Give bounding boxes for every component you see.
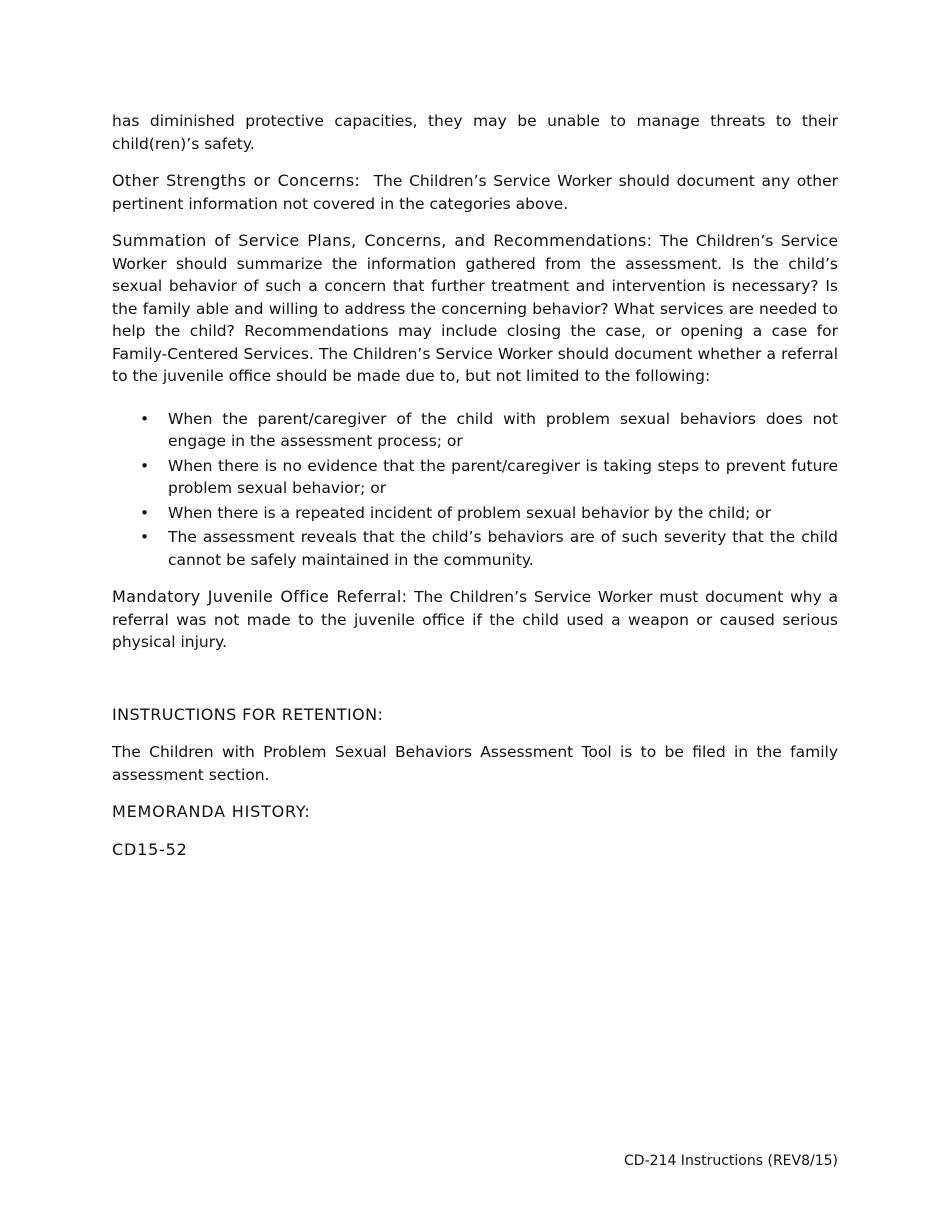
mandatory-referral-paragraph: [112, 586, 838, 654]
list-item-text: The assessment reveals that the child’s behaviors are of such severity that the child cannot be safely maintained in the community.: [168, 528, 838, 569]
list-item: [112, 455, 838, 500]
retention-text: The Children with Problem Sexual Behaviors Assessment Tool is to be filed in the family assessment section.: [112, 743, 838, 784]
bullet-icon: •: [140, 456, 150, 475]
list-item: [112, 408, 838, 453]
mandatory-referral-heading: Mandatory Juvenile Office Referral:: [112, 587, 408, 606]
page-footer: CD-214 Instructions (REV8/15): [624, 1153, 838, 1169]
bullet-icon: •: [140, 528, 150, 546]
summation-heading: Summation of Service Plans, Concerns, and Recommendations:: [112, 231, 653, 250]
list-item-text: When the parent/caregiver of the child with problem sexual behaviors does not engage in the assessment process; or: [168, 409, 838, 450]
bullet-icon: •: [140, 503, 150, 522]
retention-heading: INSTRUCTIONS FOR RETENTION:: [112, 704, 384, 724]
referral-criteria-list: [112, 408, 838, 572]
list-item: [112, 502, 838, 525]
list-item-text: When there is no evidence that the parent/caregiver is taking steps to prevent future problem sexual behavior; or: [168, 456, 838, 497]
memoranda-heading: MEMORANDA HISTORY:: [112, 802, 311, 821]
memoranda-item: CD15-52: [112, 839, 188, 859]
bullet-icon: •: [140, 409, 150, 428]
intro-paragraph: has diminished protective capacities, they may be unable to manage threats to their child(ren)’s safety.: [112, 112, 838, 153]
list-item: [112, 526, 838, 571]
summation-paragraph: [112, 230, 838, 388]
summation-text: The Children’s Service Worker should summarize the information gathered from the assessment. Is the child’s sexual behavior of such a concern that further treatment and intervention is necessary? Is the family able and willing to address the concerning behavior? What services are needed to help the child? Recommendations may include closing the case, or opening a case for Family-Centered Services. The Children’s Service Worker should document whether a referral to the juvenile office should be made due to, but not limited to the following:: [112, 232, 838, 385]
other-strengths-paragraph: [112, 170, 838, 215]
document-body: [112, 110, 838, 861]
list-item-text: When there is a repeated incident of problem sexual behavior by the child; or: [168, 503, 772, 522]
other-strengths-heading: Other Strengths or Concerns:: [112, 171, 361, 190]
other-strengths-text: The Children’s Service Worker should document any other pertinent information not covered in the categories above.: [112, 172, 838, 213]
mandatory-referral-text: The Children’s Service Worker must document why a referral was not made to the juvenile office if the child used a weapon or caused serious physical injury.: [112, 588, 839, 651]
